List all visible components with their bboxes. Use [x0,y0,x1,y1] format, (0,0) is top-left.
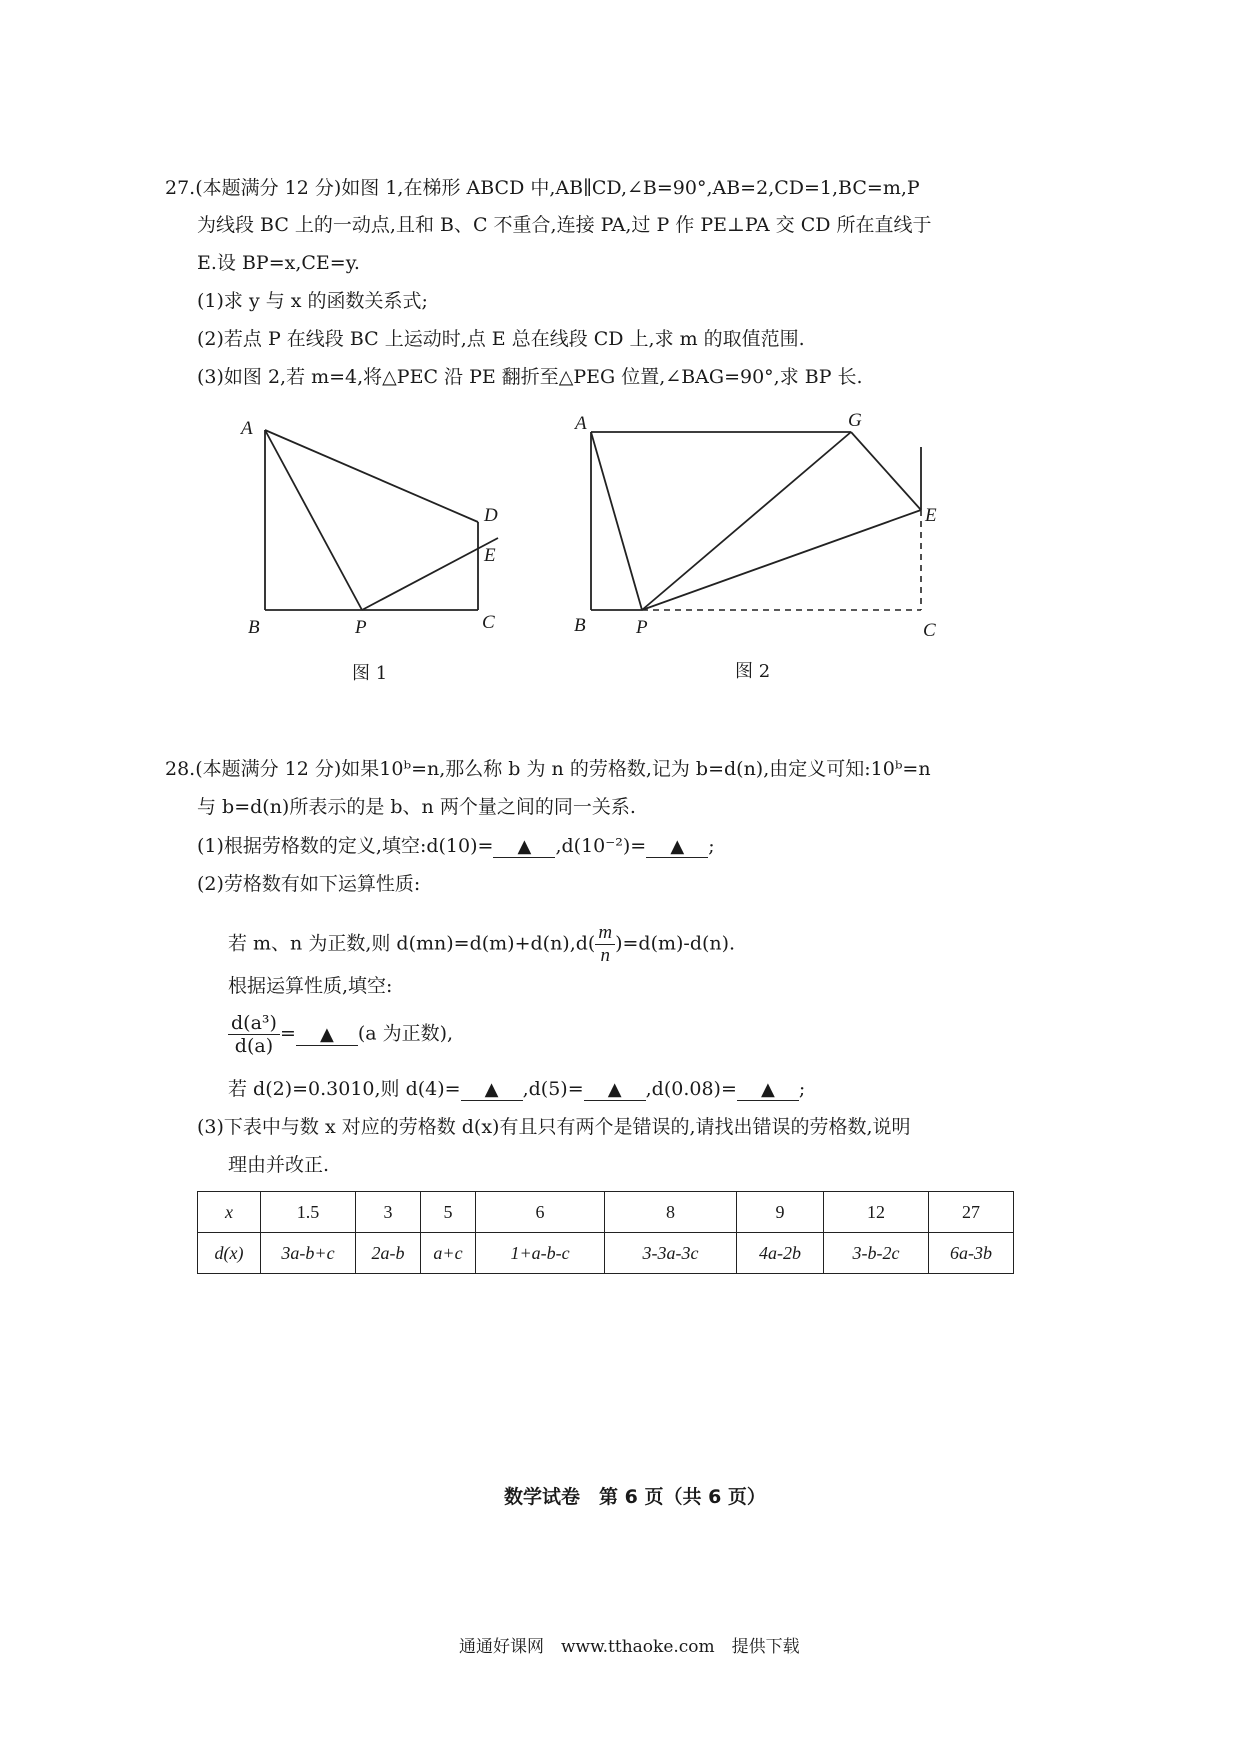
q27-sub3: (3)如图 2,若 m=4,将△PEC 沿 PE 翻折至△PEG 位置,∠BAG=90°,求 BP 长. [197,366,863,388]
table-cell: 3-b-2c [824,1233,929,1274]
property-suffix: )=d(m)-d(n). [615,932,736,955]
q28-line2: 与 b=d(n)所表示的是 b、n 两个量之间的同一关系. [197,796,636,818]
table-cell: 1.5 [261,1192,356,1233]
log-ratio-eq: = [279,1022,296,1045]
property-fraction [595,922,615,967]
d2-prefix: 若 d(2)=0.3010,则 d(4)= [228,1078,461,1100]
property-frac-den: n [600,945,610,966]
page-footer: 数学试卷 第 6 页（共 6 页） [504,1486,766,1508]
answer-blank-ratio[interactable]: ▲ [296,1025,358,1046]
table-cell: 3 [356,1192,421,1233]
table-cell: a+c [421,1233,476,1274]
q28-d2-line [228,1077,805,1101]
q27-sub1: (1)求 y 与 x 的函数关系式; [197,290,428,312]
q28-property [228,922,735,967]
fig1-caption: 图 1 [352,663,388,684]
answer-blank-d4[interactable]: ▲ [461,1080,523,1101]
table-cell: 6a-3b [929,1233,1014,1274]
fig2-label-e: E [925,505,937,526]
fig2-label-a: A [575,413,587,434]
q28-fill-intro: 根据运算性质,填空: [228,975,393,997]
site-credit: 通通好课网 www.tthaoke.com 提供下载 [459,1637,800,1657]
log-table [197,1191,1014,1274]
fig2-label-p: P [636,617,648,638]
table-cell: x [198,1192,261,1233]
log-ratio-den: d(a) [234,1035,274,1057]
log-ratio-suffix: (a 为正数), [357,1022,454,1045]
q28-sub2: (2)劳格数有如下运算性质: [197,873,421,895]
q27-sub2: (2)若点 P 在线段 BC 上运动时,点 E 总在线段 CD 上,求 m 的取值范围. [197,328,805,350]
d2-mid2: ,d(0.08)= [645,1078,737,1100]
property-prefix: 若 m、n 为正数,则 d(mn)=d(m)+d(n),d( [228,932,596,955]
d2-suffix: ; [798,1078,806,1100]
q27-line1: 27.(本题满分 12 分)如图 1,在梯形 ABCD 中,AB∥CD,∠B=90°,AB=2,CD=1,BC=m,P [165,177,920,199]
q28-sub3-line2: 理由并改正. [228,1154,330,1176]
q28-sub1-prefix: (1)根据劳格数的定义,填空:d(10)= [197,835,494,857]
table-cell: 5 [421,1192,476,1233]
d2-mid1: ,d(5)= [522,1078,584,1100]
q28-frac-line [228,1012,453,1057]
fig1-label-p: P [355,617,367,638]
fig2-label-b: B [574,615,586,636]
answer-blank-d10[interactable]: ▲ [493,837,555,858]
figure-2 [570,410,950,630]
fig1-label-a: A [241,418,253,439]
q27-line2: 为线段 BC 上的一动点,且和 B、C 不重合,连接 PA,过 P 作 PE⊥PA 交 CD 所在直线于 [197,214,932,236]
table-cell: 2a-b [356,1233,421,1274]
answer-blank-d10-neg2[interactable]: ▲ [646,837,708,858]
table-row-x [198,1192,1014,1233]
fig1-label-d: D [484,505,498,526]
table-cell: 6 [476,1192,605,1233]
table-cell: 27 [929,1192,1014,1233]
answer-blank-d008[interactable]: ▲ [737,1080,799,1101]
fig2-caption: 图 2 [735,661,771,682]
table-row-dx [198,1233,1014,1274]
q27-line3: E.设 BP=x,CE=y. [197,252,360,274]
table-cell: 9 [737,1192,824,1233]
q28-sub1-mid: ,d(10⁻²)= [555,835,647,857]
fig1-label-b: B [248,617,260,638]
log-ratio-fraction [228,1012,280,1057]
q28-sub1-suffix: ; [708,835,715,857]
fig2-label-c: C [923,620,936,641]
table-cell: 3a-b+c [261,1233,356,1274]
q28-sub3-line1: (3)下表中与数 x 对应的劳格数 d(x)有且只有两个是错误的,请找出错误的劳格数,说明 [197,1116,911,1138]
q28-line1: 28.(本题满分 12 分)如果10ᵇ=n,那么称 b 为 n 的劳格数,记为 b=d(n),由定义可知:10ᵇ=n [165,758,931,780]
table-cell: 12 [824,1192,929,1233]
q28-sub1 [197,834,715,858]
fig1-label-c: C [482,612,495,633]
answer-blank-d5[interactable]: ▲ [584,1080,646,1101]
table-cell: 8 [605,1192,737,1233]
fig1-label-e: E [484,545,496,566]
table-cell: 1+a-b-c [476,1233,605,1274]
fig2-label-g: G [848,410,862,431]
table-cell: 4a-2b [737,1233,824,1274]
table-cell: d(x) [198,1233,261,1274]
log-ratio-num: d(a³) [228,1012,280,1035]
property-frac-num: m [595,922,615,945]
table-cell: 3-3a-3c [605,1233,737,1274]
